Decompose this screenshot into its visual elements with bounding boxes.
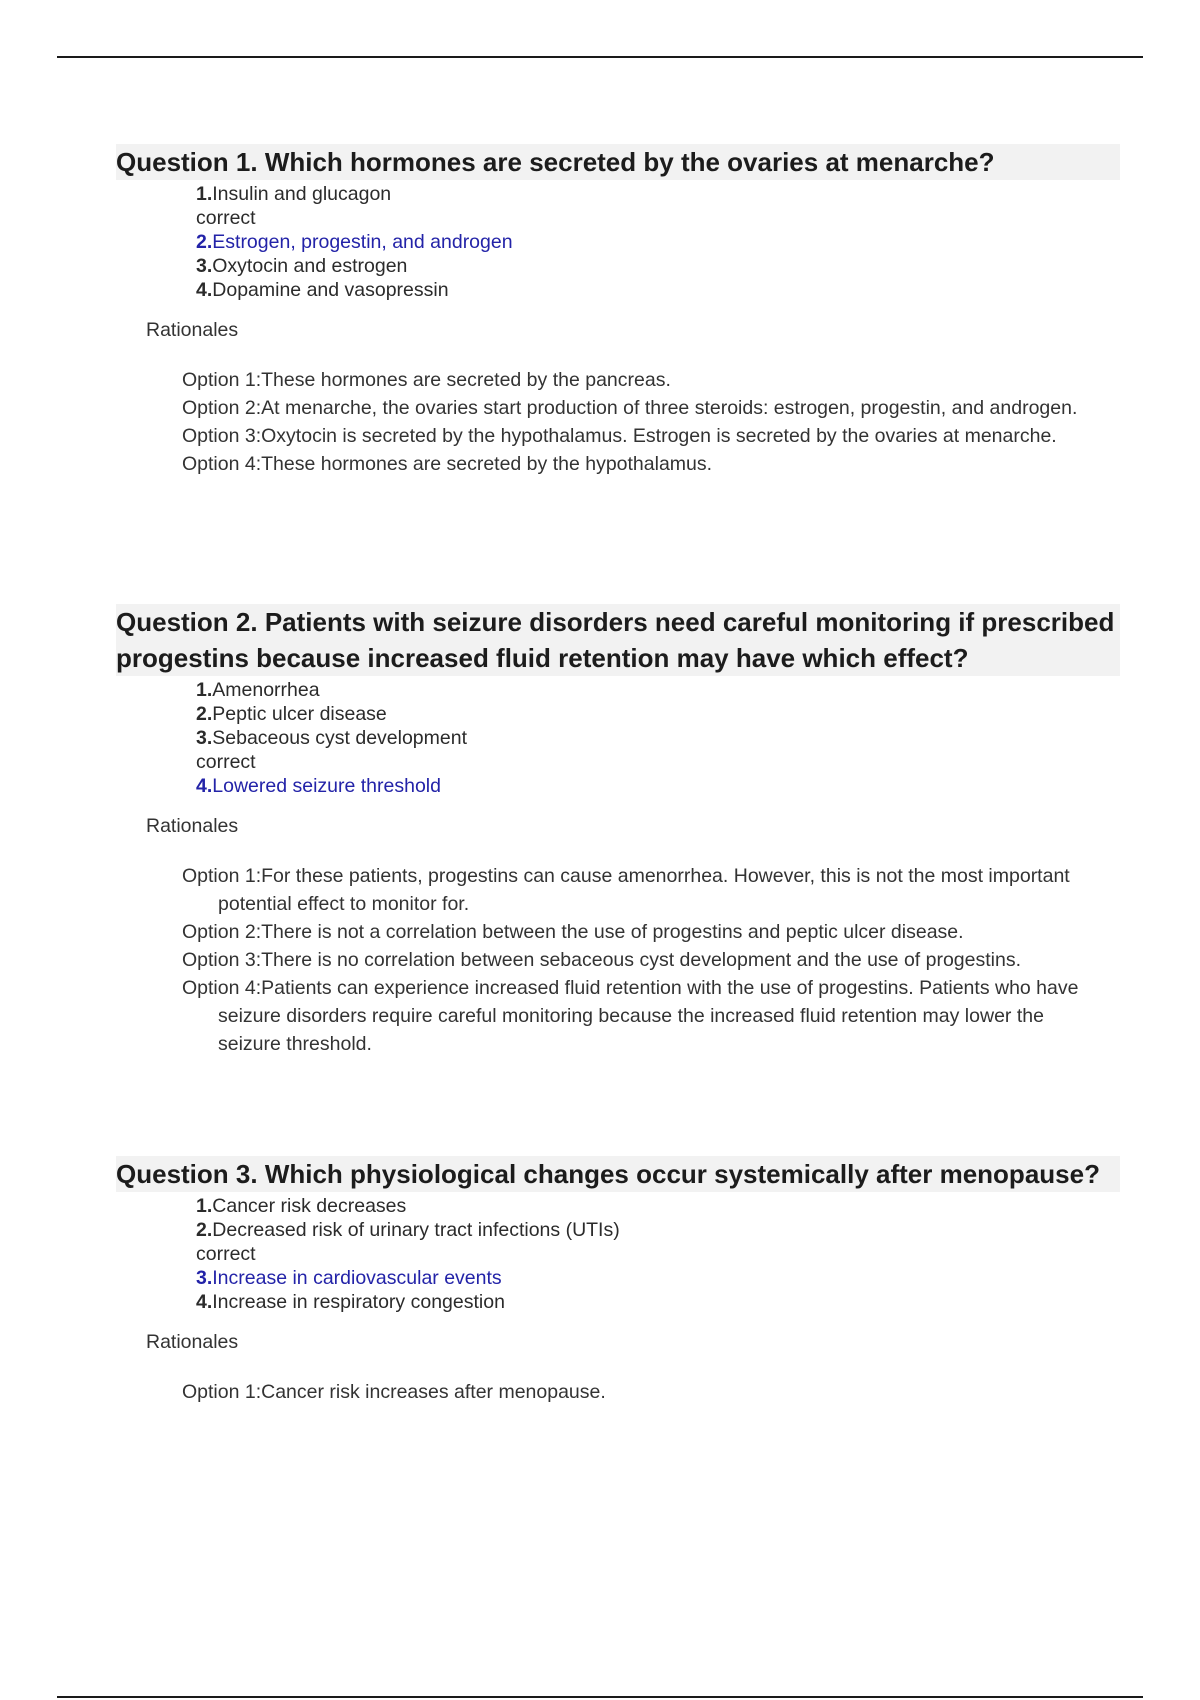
- answer-options: [196, 182, 1120, 302]
- question-label: Question 2.: [116, 607, 258, 637]
- rationale-item: Option 3:There is no correlation between sebaceous cyst development and the use of progestins.: [182, 949, 1022, 971]
- answer-option-4[interactable]: 4.Dopamine and vasopressin: [196, 279, 449, 301]
- answer-options: [196, 1194, 1120, 1314]
- answer-option-1[interactable]: 1.Amenorrhea: [196, 679, 320, 701]
- answer-option-3[interactable]: 3.Oxytocin and estrogen: [196, 255, 408, 277]
- rationale-item: Option 4:Patients can experience increased fluid retention with the use of progestins. Patients who have seizure disorders require careful monitoring because the increased fluid retention may lower the seizure threshold.: [182, 977, 1079, 1055]
- question-heading: [116, 604, 1120, 676]
- correct-tag: correct: [196, 1243, 256, 1265]
- rationale-item: Option 2:At menarche, the ovaries start production of three steroids: estrogen, progestin, and androgen.: [182, 397, 1078, 419]
- rationales-title: Rationales: [146, 815, 239, 837]
- question-text: Patients with seizure disorders need careful monitoring if prescribed progestins because increased fluid retention may have which effect?: [116, 607, 1115, 673]
- answer-option-4[interactable]: 4.Lowered seizure threshold: [196, 775, 441, 797]
- answer-option-1[interactable]: 1.Cancer risk decreases: [196, 1195, 407, 1217]
- answer-options: [196, 678, 1120, 798]
- question-label: Question 3.: [116, 1159, 258, 1189]
- answer-option-3[interactable]: 3.Increase in cardiovascular events: [196, 1267, 502, 1289]
- question-1: [116, 144, 1120, 478]
- answer-option-1[interactable]: 1.Insulin and glucagon: [196, 183, 392, 205]
- rationales-title: Rationales: [146, 1331, 239, 1353]
- question-2: [116, 604, 1120, 1058]
- answer-option-2[interactable]: 2.Peptic ulcer disease: [196, 703, 387, 725]
- correct-tag: correct: [196, 207, 256, 229]
- rationale-item: Option 3:Oxytocin is secreted by the hypothalamus. Estrogen is secreted by the ovaries at menarche.: [182, 425, 1057, 447]
- rationales-title: Rationales: [146, 319, 239, 341]
- answer-option-4[interactable]: 4.Increase in respiratory congestion: [196, 1291, 505, 1313]
- answer-option-2[interactable]: 2.Estrogen, progestin, and androgen: [196, 231, 513, 253]
- question-heading: [116, 144, 1120, 180]
- rationale-item: Option 2:There is not a correlation between the use of progestins and peptic ulcer disease.: [182, 921, 964, 943]
- rationale-item: Option 1:Cancer risk increases after menopause.: [182, 1381, 606, 1403]
- rationale-item: Option 1:For these patients, progestins can cause amenorrhea. However, this is not the most important potential effect to monitor for.: [182, 865, 1070, 915]
- question-heading: [116, 1156, 1120, 1192]
- correct-tag: correct: [196, 751, 256, 773]
- answer-option-3[interactable]: 3.Sebaceous cyst development: [196, 727, 468, 749]
- question-text: Which physiological changes occur systemically after menopause?: [264, 1159, 1100, 1189]
- rationale-item: Option 4:These hormones are secreted by the hypothalamus.: [182, 453, 713, 475]
- answer-option-2[interactable]: 2.Decreased risk of urinary tract infections (UTIs): [196, 1219, 620, 1241]
- rationale-item: Option 1:These hormones are secreted by the pancreas.: [182, 369, 671, 391]
- rationales-list: [182, 366, 1082, 478]
- question-text: Which hormones are secreted by the ovaries at menarche?: [264, 147, 995, 177]
- rationales-list: [182, 1378, 1082, 1406]
- top-rule: [57, 56, 1143, 58]
- rationales-list: [182, 862, 1082, 1058]
- bottom-rule: [57, 1696, 1143, 1698]
- question-3: [116, 1156, 1120, 1406]
- question-label: Question 1.: [116, 147, 258, 177]
